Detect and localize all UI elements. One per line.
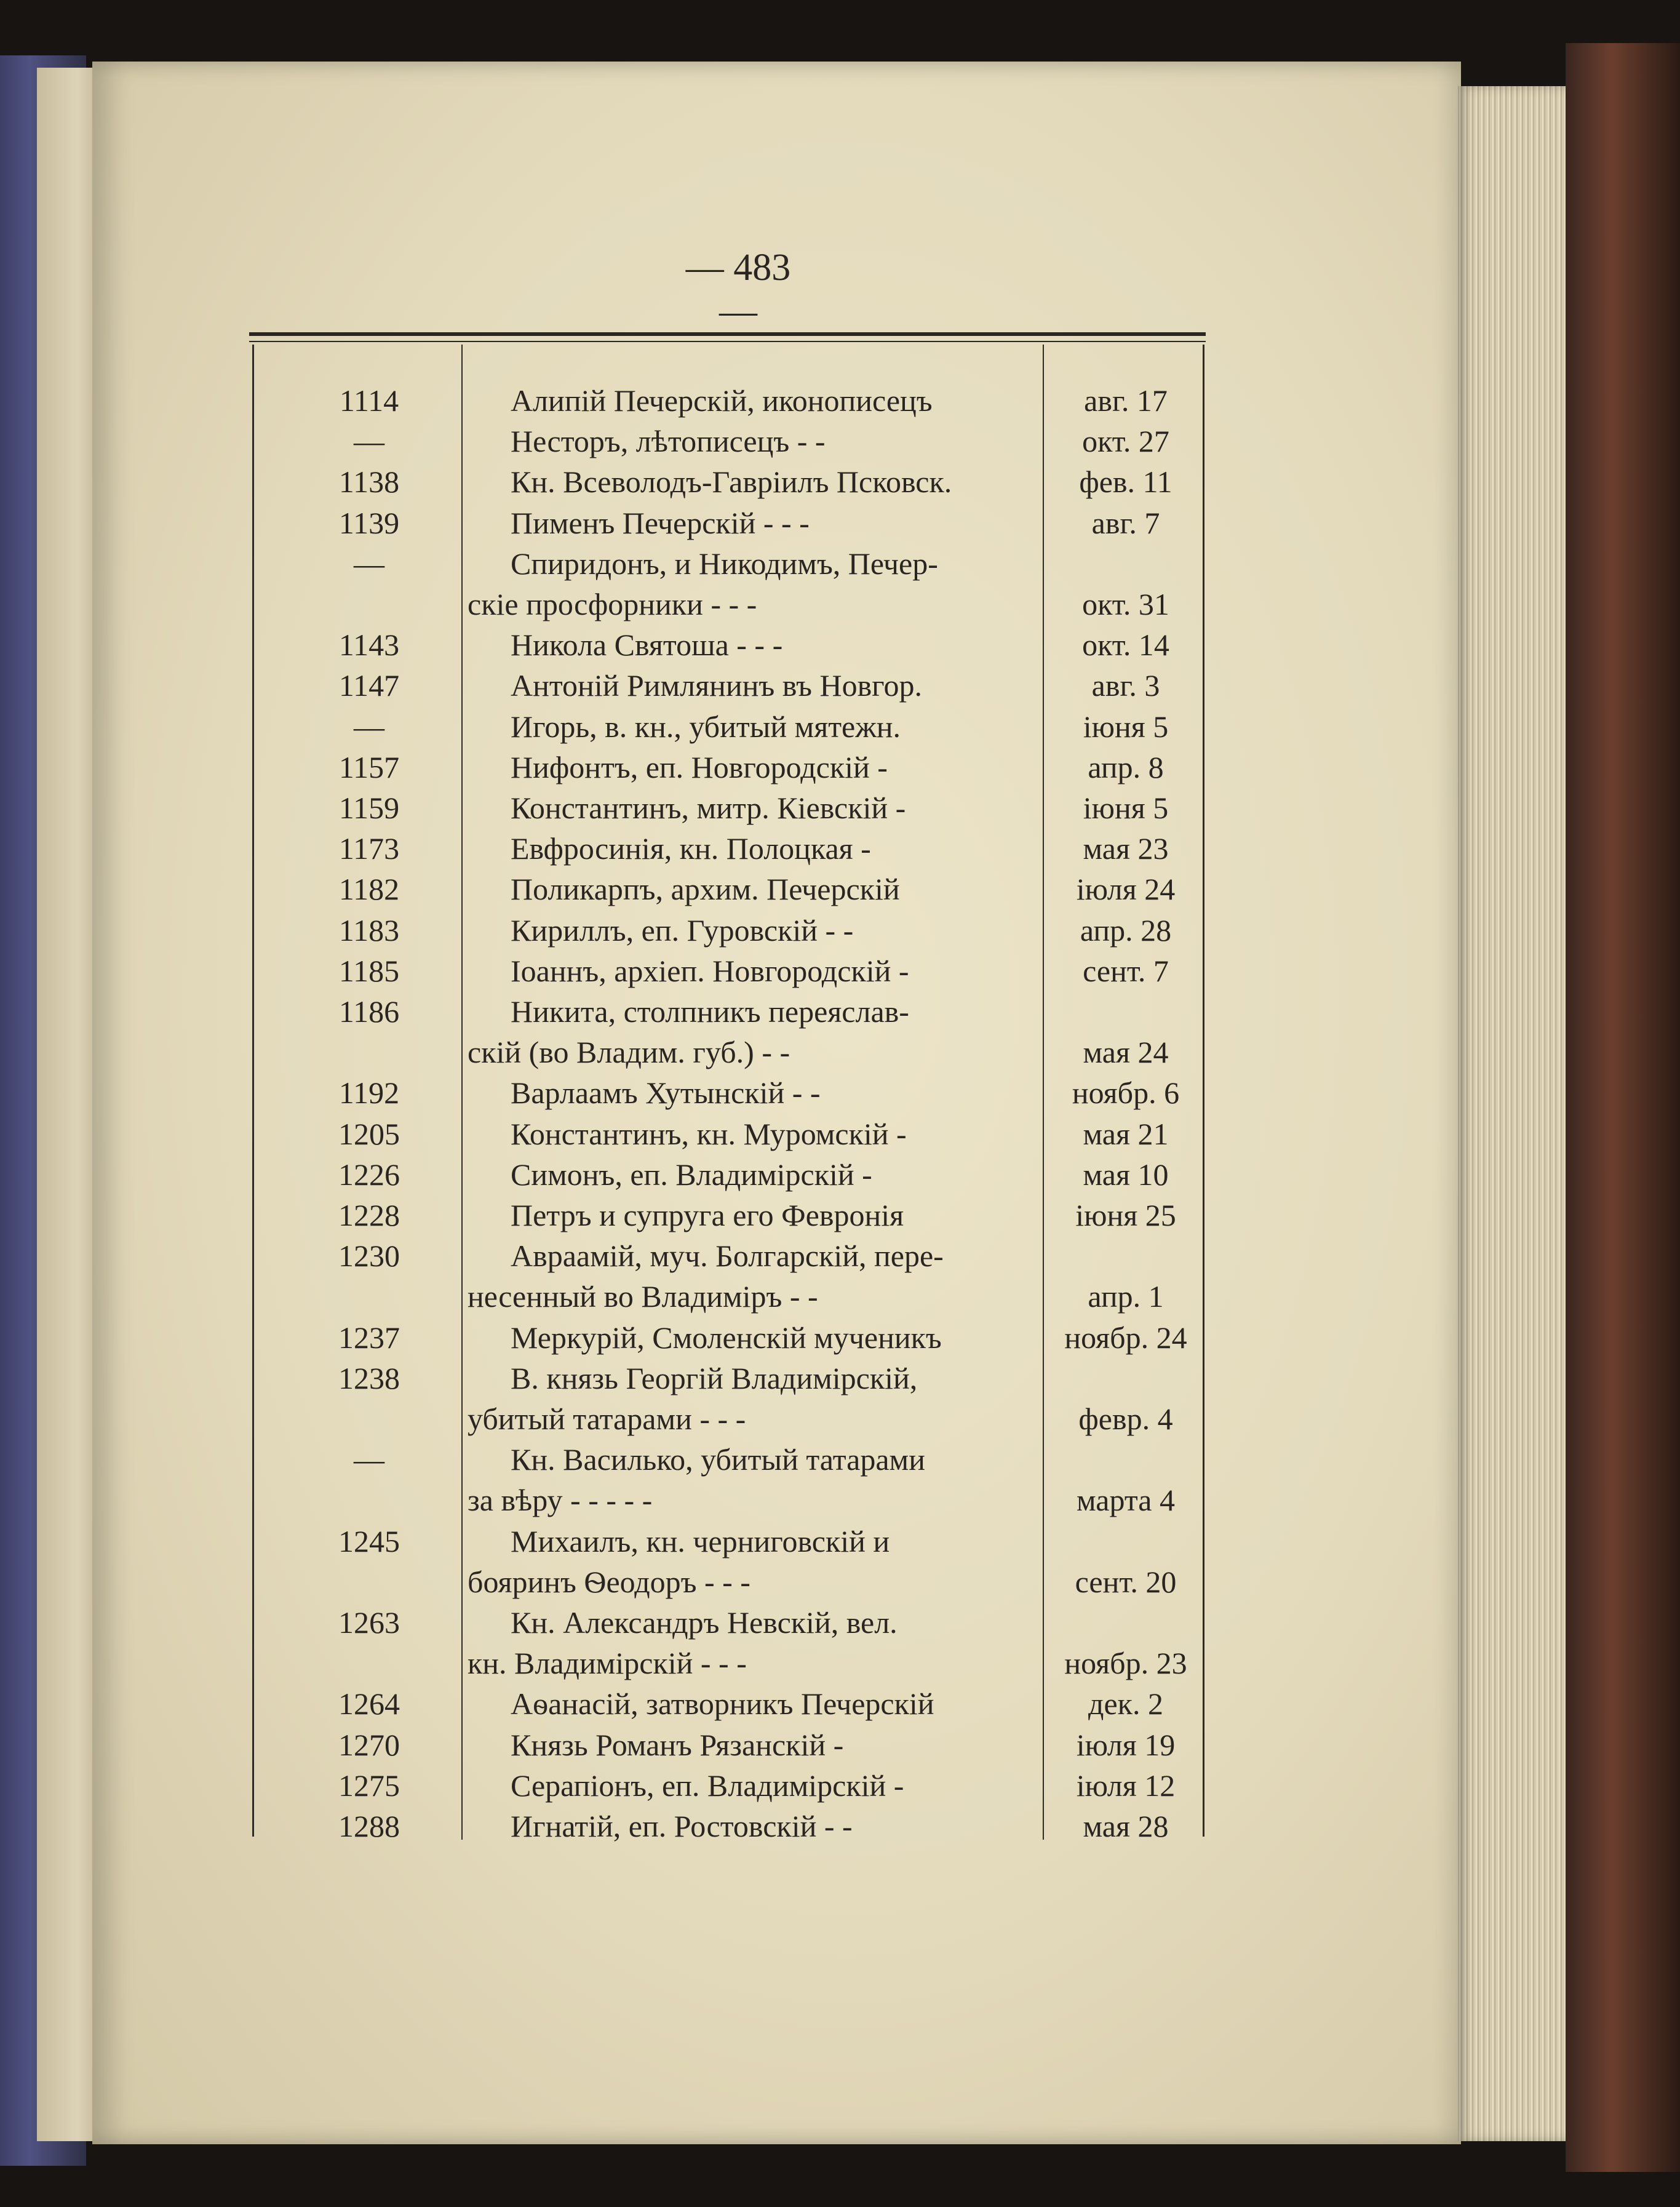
date-cell: мая 21 bbox=[1083, 1116, 1169, 1151]
table-row bbox=[0, 1195, 1680, 1235]
name-cell: Меркурій, Смоленскій мученикъ bbox=[511, 1320, 942, 1355]
table-row bbox=[0, 1154, 1680, 1195]
date-cell: февр. 4 bbox=[1078, 1402, 1173, 1436]
date-cell: дек. 2 bbox=[1088, 1686, 1163, 1722]
date-cell: мая 23 bbox=[1083, 831, 1169, 866]
year-cell: 1192 bbox=[338, 1076, 400, 1111]
year-cell: 1147 bbox=[338, 668, 400, 703]
year-cell: — bbox=[354, 709, 384, 744]
year-cell: 1114 bbox=[339, 383, 399, 418]
name-cell: Спиридонъ, и Никодимъ, Печер- bbox=[511, 546, 938, 581]
year-cell: 1205 bbox=[338, 1116, 400, 1151]
name-cell: Игнатій, еп. Ростовскій - - bbox=[511, 1809, 853, 1843]
date-cell: окт. 14 bbox=[1082, 628, 1169, 663]
year-cell: — bbox=[354, 1442, 384, 1477]
name-cell: Кн. Василько, убитый татарами bbox=[511, 1442, 925, 1477]
year-cell: 1264 bbox=[338, 1686, 400, 1722]
year-cell: 1157 bbox=[338, 749, 400, 784]
date-cell: сент. 7 bbox=[1083, 953, 1169, 988]
date-cell: іюня 5 bbox=[1083, 791, 1169, 825]
date-cell: іюля 12 bbox=[1076, 1768, 1176, 1803]
name-cell: убитый татарами - - - bbox=[468, 1402, 746, 1436]
year-cell: 1186 bbox=[338, 994, 400, 1029]
year-cell: 1226 bbox=[338, 1157, 400, 1192]
year-cell: 1139 bbox=[338, 505, 400, 540]
table-row bbox=[0, 991, 1680, 1032]
name-cell: Никола Святоша - - - bbox=[511, 628, 783, 663]
table-row bbox=[0, 503, 1680, 543]
table-row bbox=[0, 665, 1680, 706]
table-row bbox=[0, 1072, 1680, 1113]
name-cell: несенный во Владиміръ - - bbox=[468, 1279, 818, 1314]
table-row bbox=[0, 1643, 1680, 1683]
name-cell: Антоній Римлянинъ въ Новгор. bbox=[511, 668, 922, 703]
date-cell: авг. 3 bbox=[1091, 668, 1160, 703]
date-cell: іюля 24 bbox=[1076, 872, 1176, 907]
table-row bbox=[0, 788, 1680, 828]
table-row bbox=[0, 1765, 1680, 1806]
table-row bbox=[0, 461, 1680, 502]
name-cell: Симонъ, еп. Владимірскій - bbox=[511, 1157, 872, 1192]
date-cell: авг. 17 bbox=[1084, 383, 1168, 418]
name-cell: Константинъ, кн. Муромскій - bbox=[511, 1116, 907, 1151]
name-cell: Поликарпъ, архим. Печерскій bbox=[511, 872, 900, 907]
table-row bbox=[0, 1480, 1680, 1520]
name-cell: В. князь Георгій Владимірскій, bbox=[511, 1360, 918, 1395]
name-cell: Константинъ, митр. Кіевскій - bbox=[511, 791, 906, 825]
date-cell: окт. 31 bbox=[1082, 587, 1169, 621]
year-cell: 1263 bbox=[338, 1605, 400, 1640]
year-cell: 1237 bbox=[338, 1320, 400, 1355]
name-cell: скіе просфорники - - - bbox=[468, 587, 757, 621]
date-cell: апр. 28 bbox=[1080, 912, 1172, 948]
table-row bbox=[0, 1521, 1680, 1562]
table-row bbox=[0, 706, 1680, 747]
name-cell: кн. Владимірскій - - - bbox=[468, 1646, 747, 1681]
name-cell: Аѳанасій, затворникъ Печерскій bbox=[511, 1686, 934, 1722]
table-row bbox=[0, 1235, 1680, 1276]
table-row bbox=[0, 1562, 1680, 1602]
table-row bbox=[0, 910, 1680, 951]
table-row bbox=[0, 1683, 1680, 1724]
name-cell: Евфросинія, кн. Полоцкая - bbox=[511, 831, 871, 866]
year-cell: — bbox=[354, 424, 384, 459]
name-cell: Авраамій, муч. Болгарскій, пере- bbox=[511, 1239, 944, 1274]
date-cell: мая 24 bbox=[1083, 1035, 1169, 1070]
date-cell: авг. 7 bbox=[1091, 505, 1160, 540]
date-cell: апр. 8 bbox=[1088, 749, 1164, 784]
date-cell: фев. 11 bbox=[1079, 465, 1172, 500]
year-cell: 1238 bbox=[338, 1360, 400, 1395]
year-cell: 1173 bbox=[338, 831, 400, 866]
name-cell: Нифонтъ, еп. Новгородскій - bbox=[511, 749, 888, 784]
date-cell: ноябр. 6 bbox=[1072, 1076, 1180, 1111]
table-row bbox=[0, 869, 1680, 909]
name-cell: Никита, столпникъ переяслав- bbox=[511, 994, 909, 1029]
table-row bbox=[0, 1439, 1680, 1480]
name-cell: Серапіонъ, еп. Владимірскій - bbox=[511, 1768, 904, 1803]
table-row bbox=[0, 1806, 1680, 1846]
date-cell: ноябр. 23 bbox=[1064, 1646, 1187, 1681]
name-cell: бояринъ Ѳеодоръ - - - bbox=[468, 1564, 750, 1599]
name-cell: Князь Романъ Рязанскій - bbox=[511, 1727, 844, 1762]
year-cell: 1245 bbox=[338, 1523, 400, 1558]
name-cell: Игорь, в. кн., убитый мятежн. bbox=[511, 709, 901, 744]
table-row bbox=[0, 1725, 1680, 1765]
year-cell: — bbox=[354, 546, 384, 581]
table-top-rule-thin bbox=[249, 341, 1206, 342]
date-cell: іюня 5 bbox=[1083, 709, 1169, 744]
name-cell: Петръ и супруга его Февронія bbox=[511, 1198, 904, 1232]
year-cell: 1275 bbox=[338, 1768, 400, 1803]
table-row bbox=[0, 1399, 1680, 1439]
table-row bbox=[0, 421, 1680, 461]
name-cell: Кн. Александръ Невскій, вел. bbox=[511, 1605, 898, 1640]
date-cell: ноябр. 24 bbox=[1064, 1320, 1187, 1355]
date-cell: іюня 25 bbox=[1075, 1198, 1176, 1232]
year-cell: 1228 bbox=[338, 1198, 400, 1232]
year-cell: 1182 bbox=[338, 872, 400, 907]
name-cell: Кн. Всеволодъ-Гавріилъ Псковск. bbox=[511, 465, 952, 500]
name-cell: за вѣру - - - - - bbox=[468, 1483, 653, 1518]
table-row bbox=[0, 1114, 1680, 1154]
table-row bbox=[0, 1602, 1680, 1643]
date-cell: марта 4 bbox=[1077, 1483, 1175, 1518]
name-cell: Алипій Печерскій, иконописецъ bbox=[511, 383, 933, 418]
name-cell: Кириллъ, еп. Гуровскій - - bbox=[511, 912, 854, 948]
name-cell: скій (во Владим. губ.) - - bbox=[468, 1035, 790, 1070]
date-cell: апр. 1 bbox=[1088, 1279, 1164, 1314]
year-cell: 1185 bbox=[338, 953, 400, 988]
date-cell: іюля 19 bbox=[1076, 1727, 1176, 1762]
date-cell: сент. 20 bbox=[1075, 1564, 1177, 1599]
date-cell: мая 10 bbox=[1083, 1157, 1169, 1192]
date-cell: мая 28 bbox=[1083, 1809, 1169, 1843]
name-cell: Михаилъ, кн. черниговскій и bbox=[511, 1523, 890, 1558]
year-cell: 1143 bbox=[338, 628, 400, 663]
table-row bbox=[0, 543, 1680, 584]
table-row bbox=[0, 1032, 1680, 1072]
name-cell: Іоаннъ, архіеп. Новгородскій - bbox=[511, 953, 909, 988]
year-cell: 1288 bbox=[338, 1809, 400, 1843]
year-cell: 1183 bbox=[338, 912, 400, 948]
table-top-rule bbox=[249, 332, 1206, 336]
date-cell: окт. 27 bbox=[1082, 424, 1169, 459]
table-row bbox=[0, 951, 1680, 991]
name-cell: Пименъ Печерскій - - - bbox=[511, 505, 810, 540]
name-cell: Несторъ, лѣтописецъ - - bbox=[511, 424, 826, 459]
year-cell: 1230 bbox=[338, 1239, 400, 1274]
page-number: — 483 — bbox=[685, 247, 791, 332]
table-row bbox=[0, 828, 1680, 869]
table-row bbox=[0, 1358, 1680, 1399]
table-row bbox=[0, 1276, 1680, 1317]
table-row bbox=[0, 1317, 1680, 1358]
table-row bbox=[0, 380, 1680, 421]
name-cell: Варлаамъ Хутынскій - - bbox=[511, 1076, 821, 1111]
table-row bbox=[0, 625, 1680, 665]
table-row bbox=[0, 584, 1680, 625]
year-cell: 1159 bbox=[338, 791, 400, 825]
table-row bbox=[0, 747, 1680, 788]
year-cell: 1270 bbox=[338, 1727, 400, 1762]
year-cell: 1138 bbox=[338, 465, 400, 500]
